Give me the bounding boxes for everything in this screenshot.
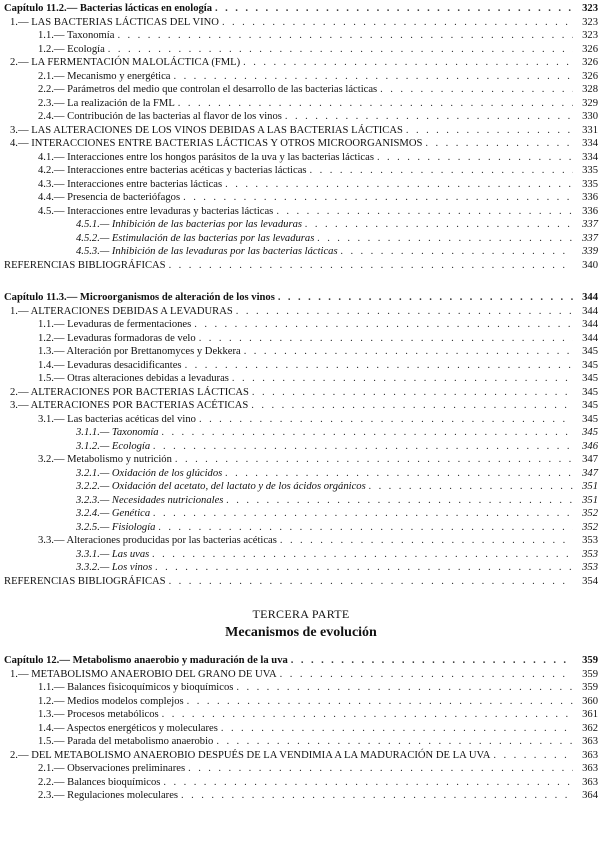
toc-chapter-entry [4,2,598,16]
dot-leader [169,575,573,589]
part-heading: TERCERA PARTE [252,607,350,621]
toc-entry [4,413,598,427]
toc-entry [4,259,598,273]
toc-entry [4,507,598,521]
toc-entry-title: 1.1.— Levaduras de fermentaciones [38,319,192,330]
toc-entry [4,218,598,232]
section-gap [4,588,598,606]
dot-leader [225,467,573,481]
dot-leader [278,291,573,305]
dot-leader [173,70,573,84]
toc-entry [4,56,598,70]
toc-page-number: 345 [582,413,598,425]
toc-page-number: 339 [582,246,598,257]
toc-entry-title: 1.5.— Parada del metabolismo anaerobio [38,736,214,747]
dot-leader [341,245,573,259]
toc-page-number: 363 [582,763,598,774]
dot-leader [153,507,573,521]
toc-entry [4,776,598,790]
toc-entry [4,735,598,749]
dot-leader [162,426,573,440]
dot-leader [305,218,573,232]
dot-leader [194,318,573,332]
toc-entry [4,548,598,562]
toc-entry-title: 1.— ALTERACIONES DEBIDAS A LEVADURAS [10,305,233,317]
toc-page-number: 354 [582,575,598,587]
toc-entry-title: 3.3.2.— Los vinos [76,562,153,573]
toc-page-number: 326 [582,43,598,55]
toc-page-number: 345 [582,427,598,438]
toc-entry [4,521,598,535]
toc-entry-title: 4.5.— Interacciones entre levaduras y bacterias lácticas [38,205,274,217]
dot-leader [493,749,573,763]
toc-entry [4,453,598,467]
dot-leader [187,695,573,709]
dot-leader [236,681,573,695]
toc-entry [4,440,598,454]
toc-page-number: 331 [582,124,598,136]
toc-page-number: 353 [582,535,598,546]
toc-entry-title: 3.2.5.— Fisiología [76,521,156,533]
toc-entry [4,480,598,494]
toc-entry-title: 4.5.2.— Estimulación de las bacterias por las levaduras [76,232,315,244]
toc-page-number: 326 [582,70,598,82]
toc-entry-title: 3.2.1.— Oxidación de los glúcidos [76,467,223,479]
dot-leader [252,386,573,400]
dot-leader [117,29,573,43]
toc-entry-title: 3.3.1.— Las uvas [76,548,150,560]
toc-entry [4,561,598,575]
dot-leader [158,521,573,535]
toc-entry [4,16,598,30]
toc-entry-title: 3.— ALTERACIONES POR BACTERIAS ACÉTICAS [10,400,249,411]
toc-entry-title: 1.3.— Alteración por Brettanomyces y Dekkera [38,346,241,357]
toc-chapter-entry [4,291,598,305]
toc-entry [4,426,598,440]
toc-entry-title: 3.2.— Metabolismo y nutrición [38,454,172,465]
toc-page-number: 345 [582,359,598,371]
toc-entry-title: 3.2.4.— Genética [76,508,151,519]
toc-page-number: 363 [582,749,598,761]
toc-section-12 [4,654,598,803]
dot-leader [380,83,573,97]
toc-entry-title: 3.2.2.— Oxidación del acetato, del lactato y de los ácidos orgánicos [76,481,366,492]
toc-entry-title: 3.1.2.— Ecología [76,440,151,452]
toc-entry-title: 3.1.1.— Taxonomía [76,427,159,438]
toc-entry [4,191,598,205]
toc-entry-title: Capítulo 11.2.— Bacterias lácticas en enología [4,3,213,14]
dot-leader [216,735,573,749]
toc-entry [4,124,598,138]
toc-entry [4,110,598,124]
toc-entry [4,386,598,400]
toc-entry [4,722,598,736]
dot-leader [183,191,573,205]
toc-page-number: 336 [582,205,598,217]
toc-page-number: 353 [582,562,598,573]
toc-page-number: 335 [582,165,598,176]
toc-entry [4,232,598,246]
toc-page-number: 344 [582,292,598,303]
toc-entry [4,762,598,776]
toc-page-number: 337 [582,219,598,230]
dot-leader [317,232,573,246]
toc-entry-title: 2.— ALTERACIONES POR BACTERIAS LÁCTICAS [10,386,249,398]
toc-entry [4,205,598,219]
toc-page-number: 351 [582,494,598,506]
toc-page-number: 359 [582,682,598,693]
toc-page-number: 347 [582,454,598,465]
toc-entry-title: 1.2.— Medios modelos complejos [38,695,184,707]
toc-entry-title: 1.5.— Otras alteraciones debidas a levaduras [38,373,229,384]
toc-page-number: 359 [582,668,598,680]
dot-leader [310,164,573,178]
dot-leader [221,722,573,736]
toc-entry [4,70,598,84]
toc-entry [4,575,598,589]
toc-entry [4,789,598,803]
toc-entry [4,372,598,386]
toc-entry-title: 1.4.— Levaduras desacidificantes [38,359,182,371]
toc-page-number: 323 [582,16,598,28]
toc-entry-title: REFERENCIAS BIBLIOGRÁFICAS [4,259,166,271]
dot-leader [199,332,573,346]
toc-entry-title: Capítulo 12.— Metabolismo anaerobio y maduración de la uva [4,655,288,666]
toc-page-number: 364 [582,790,598,801]
dot-leader [188,762,573,776]
dot-leader [285,110,573,124]
toc-page-number: 336 [582,192,598,203]
dot-leader [153,440,573,454]
toc-page-number: 337 [582,232,598,244]
toc-page-number: 346 [582,440,598,452]
toc-page-number: 335 [582,178,598,190]
toc-section-11-3 [4,291,598,588]
section-gap [4,272,598,291]
toc-entry [4,151,598,165]
toc-entry-title: 1.2.— Levaduras formadoras de velo [38,332,196,344]
dot-leader [178,97,573,111]
toc-page-number: 345 [582,400,598,411]
toc-page-number: 323 [582,3,598,14]
toc-entry-title: 2.2.— Parámetros del medio que controlan el desarrollo de las bacterias lácticas [38,84,378,95]
toc-entry-title: 3.1.— Las bacterias acéticas del vino [38,413,196,425]
toc-entry [4,29,598,43]
toc-entry-title: 3.— LAS ALTERACIONES DE LOS VINOS DEBIDAS A LAS BACTERIAS LÁCTICAS [10,124,403,136]
toc-entry-title: 3.2.3.— Necesidades nutricionales [76,494,224,506]
toc-page-number: 345 [582,346,598,357]
toc-page-number: 352 [582,521,598,533]
toc-entry [4,97,598,111]
toc-page-number: 323 [582,30,598,41]
dot-leader [108,43,573,57]
toc-entry-title: 1.1.— Balances fisicoquímicos y bioquímicos [38,682,234,693]
dot-leader [251,399,573,413]
toc-entry [4,668,598,682]
toc-entry-title: 4.3.— Interacciones entre bacterias lácticas [38,178,223,190]
toc-page-number: 334 [582,138,598,149]
dot-leader [244,345,573,359]
toc-entry [4,399,598,413]
toc-entry [4,164,598,178]
toc-entry-title: 4.— INTERACCIONES ENTRE BACTERIAS LÁCTICAS Y OTROS MICROORGANISMOS [10,138,423,149]
dot-leader [280,668,573,682]
toc-entry-title: 1.— LAS BACTERIAS LÁCTICAS DEL VINO [10,16,219,28]
toc-page-number: 351 [582,481,598,492]
toc-entry [4,178,598,192]
toc-page-number: 344 [582,305,598,317]
toc-entry-title: Capítulo 11.3.— Microorganismos de alteración de los vinos [4,292,275,303]
toc-entry-title: 4.5.1.— Inhibición de las bacterias por las levaduras [76,219,302,230]
toc-entry [4,245,598,259]
dot-leader [155,561,573,575]
dot-leader [222,16,573,30]
toc-entry-title: REFERENCIAS BIBLIOGRÁFICAS [4,575,166,587]
toc-entry-title: 2.1.— Observaciones preliminares [38,763,186,774]
toc-page-number: 328 [582,84,598,95]
toc-entry-title: 4.5.3.— Inhibición de las levaduras por las bacterias lácticas [76,246,338,257]
toc-page-number: 362 [582,722,598,734]
toc-entry-title: 1.1.— Taxonomía [38,30,115,41]
toc-entry-title: 2.— DEL METABOLISMO ANAEROBIO DESPUÉS DE LA VENDIMIA A LA MADURACIÓN DE LA UVA [10,749,491,761]
toc-page-number: 363 [582,776,598,788]
toc-page-number: 347 [582,467,598,479]
toc-entry-title: 2.3.— Regulaciones moleculares [38,790,179,801]
toc-section-11-2 [4,2,598,272]
dot-leader [406,124,573,138]
section-gap [4,644,598,654]
dot-leader [185,359,573,373]
part-title: Mecanismos de evolución [225,625,377,640]
toc-page-number: 329 [582,97,598,109]
dot-leader [199,413,573,427]
toc-page-number: 326 [582,57,598,68]
toc-entry [4,359,598,373]
table-of-contents [4,2,598,803]
toc-entry [4,681,598,695]
toc-entry-title: 3.3.— Alteraciones producidas por las bacterias acéticas [38,535,277,546]
toc-page-number: 345 [582,386,598,398]
toc-page-number: 353 [582,548,598,560]
toc-entry [4,534,598,548]
toc-entry [4,305,598,319]
toc-page-number: 340 [582,259,598,271]
toc-entry [4,43,598,57]
dot-leader [236,305,573,319]
toc-page-number: 334 [582,151,598,163]
toc-entry-title: 1.3.— Procesos metabólicos [38,709,159,720]
dot-leader [226,494,573,508]
toc-page-number: 330 [582,111,598,122]
dot-leader [377,151,573,165]
dot-leader [152,548,573,562]
toc-entry [4,494,598,508]
toc-entry-title: 1.4.— Aspectos energéticos y moleculares [38,722,218,734]
toc-entry-title: 2.— LA FERMENTACIÓN MALOLÁCTICA (FML) [10,57,241,68]
dot-leader [276,205,573,219]
dot-leader [169,259,573,273]
toc-page-number: 360 [582,695,598,707]
dot-leader [163,776,573,790]
dot-leader [280,534,573,548]
dot-leader [162,708,573,722]
toc-entry-title: 1.2.— Ecología [38,43,105,55]
toc-page-number: 344 [582,319,598,330]
toc-entry-title: 2.4.— Contribución de las bacterias al flavor de los vinos [38,111,282,122]
dot-leader [175,453,573,467]
toc-page-number: 352 [582,508,598,519]
dot-leader [181,789,573,803]
toc-entry [4,749,598,763]
toc-page-number: 344 [582,332,598,344]
dot-leader [232,372,573,386]
toc-entry [4,83,598,97]
dot-leader [243,56,573,70]
toc-entry-title: 1.— METABOLISMO ANAEROBIO DEL GRANO DE UVA [10,668,277,680]
dot-leader [369,480,573,494]
dot-leader [225,178,573,192]
toc-page-number: 345 [582,373,598,384]
toc-entry [4,708,598,722]
toc-entry [4,137,598,151]
toc-chapter-entry [4,654,598,668]
dot-leader [425,137,573,151]
toc-entry-title: 4.1.— Interacciones entre los hongos parásitos de la uva y las bacterias lácticas [38,151,374,163]
toc-entry [4,332,598,346]
toc-entry-title: 2.1.— Mecanismo y energética [38,70,171,82]
dot-leader [291,654,573,668]
toc-entry [4,467,598,481]
toc-entry-title: 2.3.— La realización de la FML [38,97,175,109]
dot-leader [215,2,573,16]
toc-entry-title: 2.2.— Balances bioquímicos [38,776,161,788]
toc-page-number: 361 [582,709,598,720]
toc-entry [4,695,598,709]
toc-entry [4,318,598,332]
toc-entry-title: 4.2.— Interacciones entre bacterias acéticas y bacterias lácticas [38,165,307,176]
toc-entry [4,345,598,359]
toc-page-number: 363 [582,736,598,747]
toc-page-number: 359 [582,655,598,666]
toc-entry-title: 4.4.— Presencia de bacteriófagos [38,192,181,203]
